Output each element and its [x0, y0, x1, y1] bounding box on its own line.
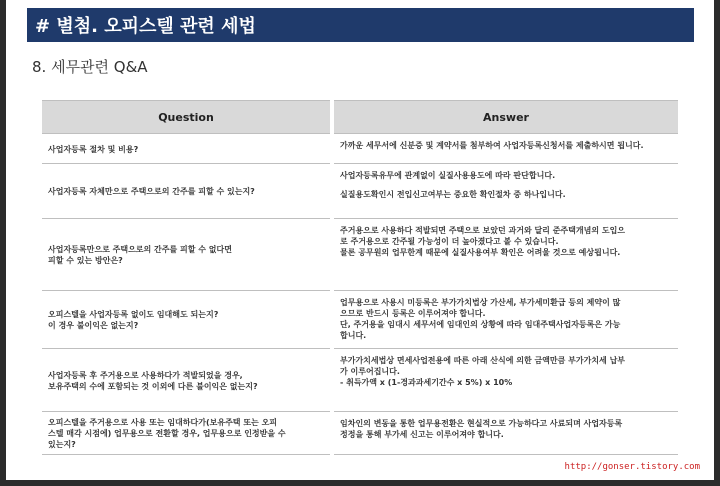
table-row	[42, 412, 678, 455]
answer-cell	[332, 349, 678, 412]
qa-table	[42, 100, 678, 455]
question-line: 오피스텔을 주거용으로 사용 또는 임대하다가(보유주택 또는 오피	[48, 418, 278, 427]
question-line: 보유주택의 수에 포함되는 것 이외에 다른 불이익은 없는지?	[48, 381, 258, 391]
answer-line: 로 주거용으로 간주될 가능성이 더 높아졌다고 볼 수 있습니다.	[340, 237, 559, 246]
answer-cell	[332, 412, 678, 455]
answer-line: - 취득가액 x (1-경과과세기간수 x 5%) x 10%	[340, 378, 513, 387]
table-row	[42, 164, 678, 219]
table-row	[42, 349, 678, 412]
question-cell	[42, 291, 332, 349]
answer-line: 업무용으로 사용시 미등록은 부가가치법상 가산세, 부가세미환급 등의 제약이 많	[340, 298, 621, 307]
answer-line: 으므로 반드시 등록은 이루어져야 합니다.	[340, 309, 486, 318]
question-line: 사업자등록만으로 주택으로의 간주를 피할 수 없다면	[48, 245, 232, 254]
answer-line: 물론 공무원의 업무한계 때문에 실질사용여부 확인은 어려울 것으로 예상됩니다.	[340, 248, 621, 257]
answer-cell	[332, 219, 678, 291]
answer-line: 사업자등록유무에 관계없이 실질사용용도에 따라 판단합니다.	[340, 171, 556, 180]
answer-line: 정정을 통해 부가세 신고는 이루어져야 합니다.	[340, 430, 504, 439]
answer-line: 부가가치세법상 면세사업전용에 따른 아래 산식에 의한 금액만큼 부가가치세 납부	[340, 356, 626, 365]
watermark-url: http://gonser.tistory.com	[564, 462, 700, 472]
question-line: 사업자등록 후 주거용으로 사용하다가 적발되었을 경우,	[48, 370, 243, 380]
question-line: 있는지?	[48, 440, 76, 449]
answer-line: 실질용도확인시 전입신고여부는 중요한 확인절차 중 하나입니다.	[340, 190, 566, 199]
question-column-header: Question	[42, 101, 332, 134]
answer-line: 가까운 세무서에 신분증 및 계약서를 첨부하여 사업자등록신청서를 제출하시면 됩니다.	[340, 141, 644, 150]
question-cell	[42, 349, 332, 412]
answer-line: 가 이루어집니다.	[340, 367, 400, 376]
question-line: 피할 수 있는 방안은?	[48, 256, 123, 265]
bottom-border	[0, 480, 720, 486]
table-row	[42, 134, 678, 164]
answer-line: 임차인의 변동을 통한 업무용전환은 현실적으로 가능하다고 사료되며 사업자등록	[340, 419, 623, 428]
section-heading: 8. 세무관련 Q&A	[32, 58, 148, 76]
answer-cell	[332, 291, 678, 349]
answer-line: 합니다.	[340, 331, 367, 340]
slide	[6, 0, 714, 486]
answer-line: 단, 주거용을 임대시 세무서에 임대인의 상황에 따라 임대주택사업자등록은 가능	[340, 320, 621, 329]
table-row	[42, 291, 678, 349]
line-gap	[340, 181, 672, 189]
question-cell	[42, 134, 332, 164]
question-line: 오피스텔을 사업자등록 없이도 임대해도 되는지?	[48, 310, 219, 319]
answer-cell	[332, 164, 678, 219]
page-title: # 별첨. 오피스텔 관련 세법	[27, 8, 694, 42]
answer-column-header: Answer	[332, 101, 678, 134]
question-line: 이 경우 불이익은 없는지?	[48, 321, 139, 330]
table-header-row	[42, 101, 678, 134]
question-cell	[42, 164, 332, 219]
table-row	[42, 219, 678, 291]
answer-cell	[332, 134, 678, 164]
question-line: 스텔 매각 시점에) 업무용으로 전환할 경우, 업무용으로 인정받을 수	[48, 429, 286, 438]
answer-line: 주거용으로 사용하다 적발되면 주택으로 보았던 과거와 달리 준주택개념의 도입으	[340, 226, 626, 235]
question-line: 사업자등록 절차 및 비용?	[48, 144, 139, 154]
question-line: 사업자등록 자체만으로 주택으로의 간주를 피할 수 있는지?	[48, 187, 255, 196]
question-cell	[42, 219, 332, 291]
question-cell	[42, 412, 332, 455]
